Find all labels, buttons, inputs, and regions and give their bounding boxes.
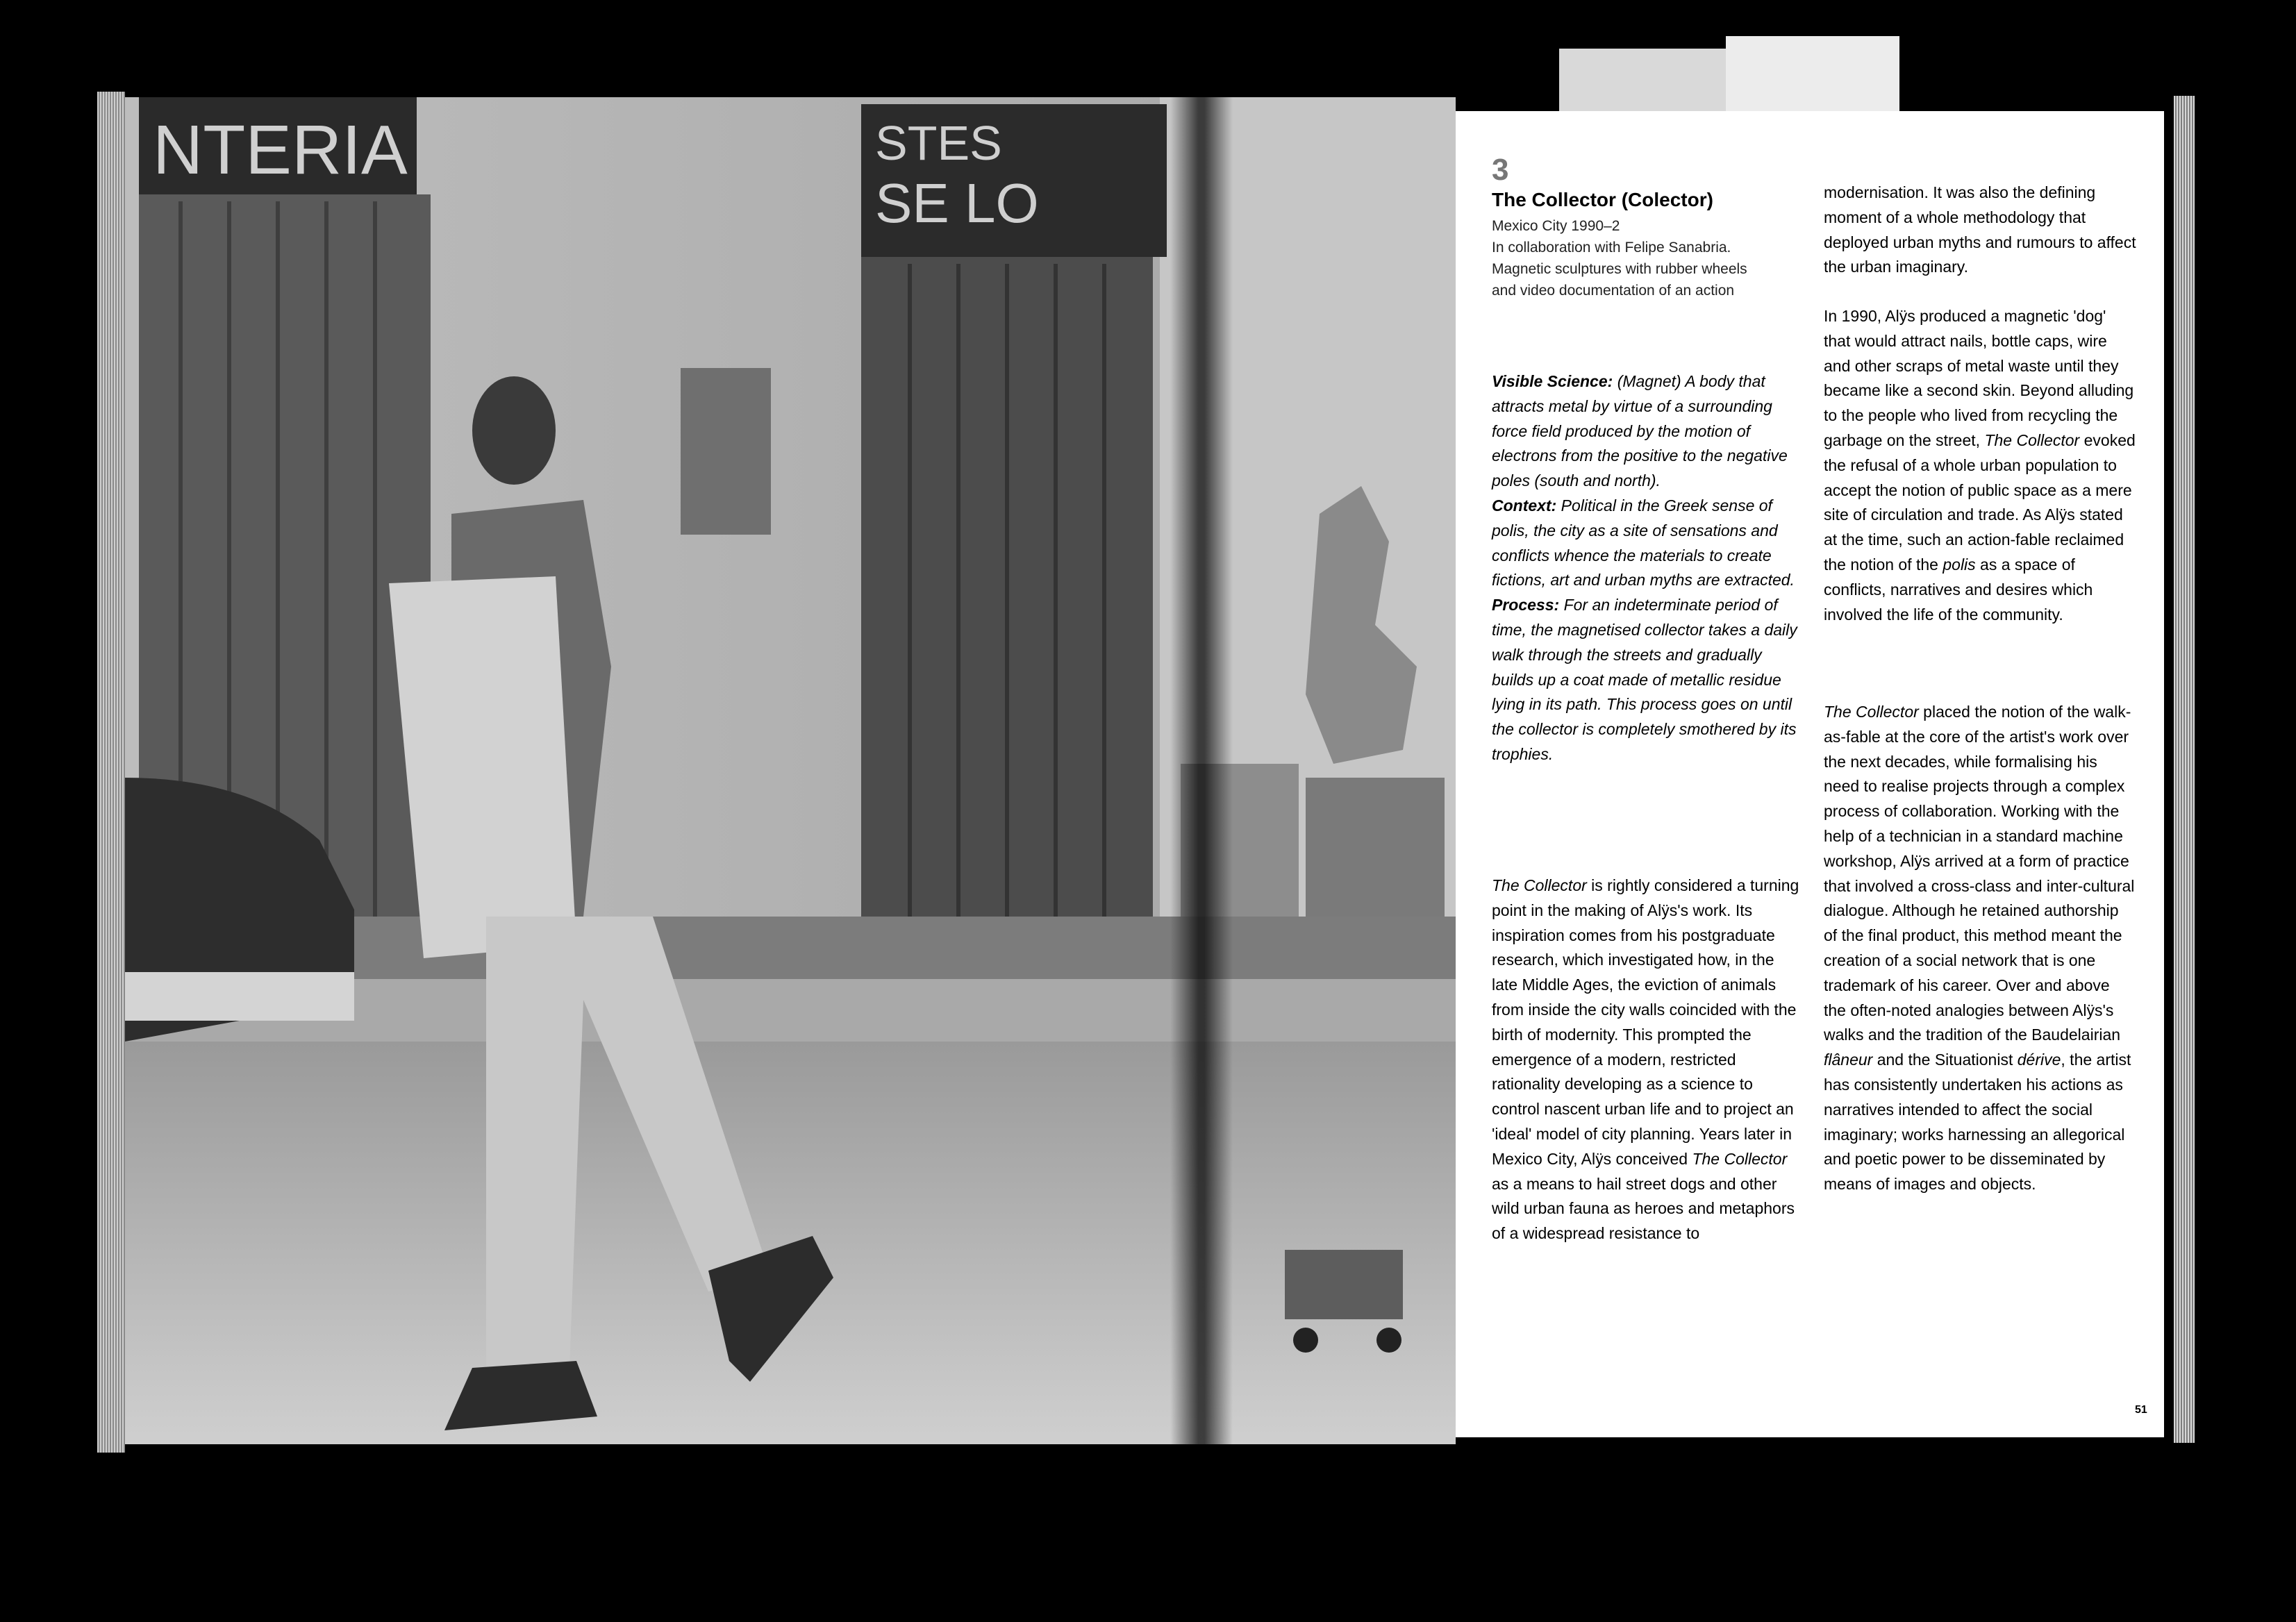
meta-line: In collaboration with Felipe Sanabria.: [1492, 240, 1731, 256]
page-tab: [1726, 36, 1899, 112]
entry-title: The Collector (Colector): [1492, 189, 1713, 210]
meta-line: Magnetic sculptures with rubber wheels: [1492, 261, 1747, 277]
text-page: [1456, 111, 2164, 1437]
sign-left-text: NTERIA: [153, 111, 408, 189]
paragraph-text: In 1990, Alÿs produced a magnetic 'dog' that would attract nails, bottle caps, wire and other scraps of metal waste until they became like a second skin. Beyond alluding to the people who lived from recycling the garbage on the street,: [1824, 307, 2134, 449]
paragraph-collector-intro: [1492, 873, 1803, 1246]
process-label: Process:: [1492, 596, 1560, 614]
paragraph-text: as a space of conflicts, narratives and desires which involved the life of the community.: [1824, 555, 2093, 624]
meta-line: Mexico City 1990–2: [1492, 218, 1620, 234]
paragraph-text: is rightly considered a turning point in the making of Alÿs's work. Its inspiration comes from his postgraduate research, which investigated how, in the late Middle Ages, the eviction of animals from inside the city walls coincided with the birth of modernity. This prompted the emergence of a modern, restricted rationality developing as a science to control nascent urban life and to project an 'ideal' model of city planning. Years later in Mexico City, Alÿs conceived: [1492, 876, 1799, 1168]
sign-right-text-1: STES: [875, 116, 1002, 170]
context-label: Context:: [1492, 496, 1557, 515]
page-edges-left: [97, 92, 125, 1453]
paragraph-1990: [1824, 304, 2136, 627]
book-spread: [97, 97, 2195, 1451]
paragraph-text: evoked the refusal of a whole urban population to accept the notion of public space as a mere site of circulation and trade. As Alÿs stated at the time, such an action-fable reclaimed the notion of the: [1824, 430, 2136, 574]
page-edges-right: [2174, 96, 2195, 1443]
process-text: For an indeterminate period of time, the magnetised collector takes a daily walk through the streets and gradually builds up a coat made of metallic residue lying in its path. This process goes on until the collector is completely smothered by its trophies.: [1492, 596, 1797, 763]
definition-block: [1492, 369, 1804, 767]
street-photograph: [125, 97, 1456, 1444]
work-title: The Collector: [1824, 703, 1919, 721]
meta-line: and video documentation of an action: [1492, 283, 1735, 299]
work-title: The Collector: [1692, 1149, 1788, 1168]
paragraph-text: and the Situationist: [1872, 1051, 2018, 1069]
sign-right-text-2: SE LO: [875, 172, 1039, 234]
term-derive: dérive: [2017, 1051, 2061, 1069]
page-tab: [1559, 49, 1731, 115]
paragraph-text: as a means to hail street dogs and other wild urban fauna as heroes and metaphors of a widespread resistance to: [1492, 1174, 1795, 1243]
page-number: 51: [2135, 1404, 2147, 1416]
work-title: The Collector: [1984, 430, 2080, 449]
entry-number: 3: [1492, 153, 1509, 187]
term-polis: polis: [1943, 555, 1976, 574]
book-gutter: [1170, 97, 1233, 1444]
photo-illustration: [125, 97, 1456, 1444]
paragraph-text: , the artist has consistently undertaken his actions as narratives intended to affect the social imaginary; works harnessing an allegorical and poetic power to be disseminated by means of images and objects.: [1824, 1051, 2131, 1194]
term-flaneur: flâneur: [1824, 1051, 1873, 1069]
paragraph-continuation: modernisation. It was also the defining moment of a whole methodology that deployed urban myths and rumours to affect the urban imaginary.: [1824, 183, 2136, 276]
visible-science-label: Visible Science:: [1492, 372, 1613, 390]
visible-science-text: (Magnet) A body that attracts metal by virtue of a surrounding force field produced by the motion of electrons from the positive to the negative poles (south and north).: [1492, 372, 1788, 490]
paragraph-walk-as-fable: [1824, 700, 2136, 1197]
paragraph-text: placed the notion of the walk-as-fable at the core of the artist's work over the next decades, while formalising his need to realise projects through a complex process of collaboration. Working with the help of a technician in a standard machine workshop, Alÿs arrived at a form of practice that involved a cross-class and inter-cultural dialogue. Although he retained authorship of the final product, this method meant the creation of a social network that is one trademark of his career. Over and above the often-noted analogies between Alÿs's walks and the tradition of the Baudelairian: [1824, 703, 2135, 1044]
context-text: Political in the Greek sense of polis, the city as a site of sensations and conflicts whence the materials to create fictions, art and urban myths are extracted.: [1492, 496, 1795, 590]
entry-meta: [1492, 215, 1804, 301]
work-title: The Collector: [1492, 876, 1587, 894]
